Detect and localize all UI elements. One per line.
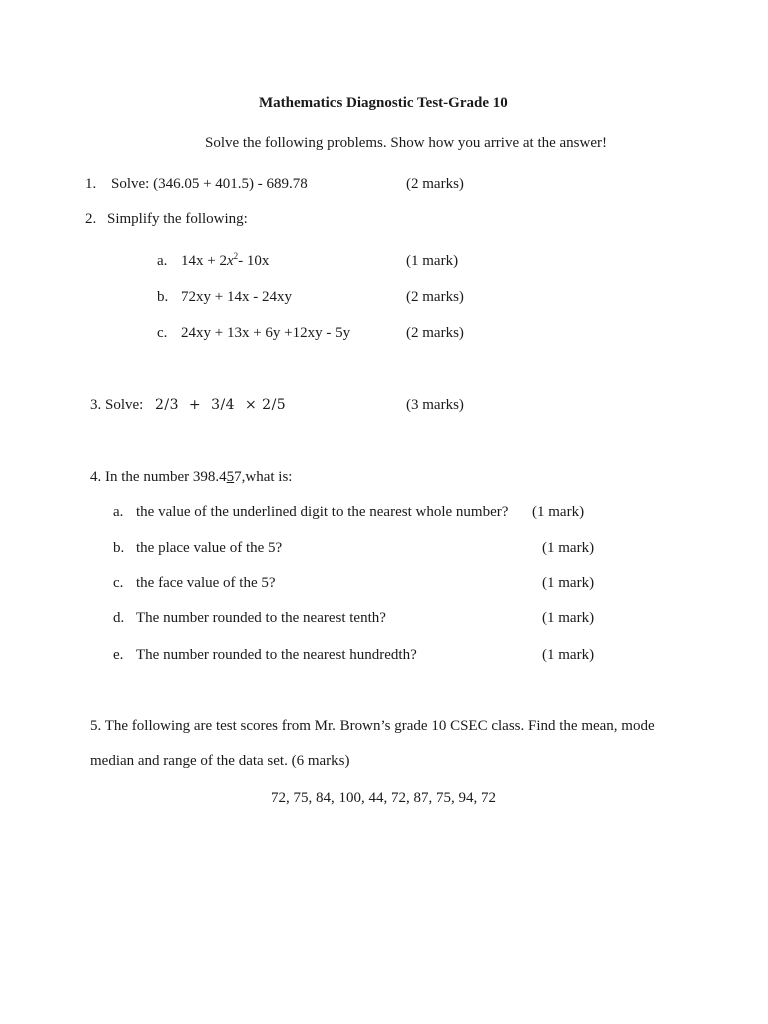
q4e-marks: (1 mark) <box>542 647 595 663</box>
q1-text: Solve: (346.05 + 401.5) - 689.78 <box>111 176 308 192</box>
q4a-marks: (1 mark) <box>532 504 585 520</box>
q4b-letter: b. <box>113 540 125 556</box>
q2a-post: - 10x <box>238 253 270 269</box>
q2c-marks: (2 marks) <box>406 325 464 341</box>
page-title: Mathematics Diagnostic Test-Grade 10 <box>259 95 508 111</box>
q5-data-set: 72, 75, 84, 100, 44, 72, 87, 75, 94, 72 <box>271 790 496 806</box>
q4d-letter: d. <box>113 610 125 626</box>
q2a-expression <box>181 252 269 270</box>
q2a-pre: 14x + 2 <box>181 253 227 269</box>
q4a-letter: a. <box>113 504 124 520</box>
q4c-letter: c. <box>113 575 124 591</box>
q4e-letter: e. <box>113 647 124 663</box>
q3-expression: 2/3 + 3/4 × 2/5 <box>155 397 287 413</box>
q2a-marks: (1 mark) <box>406 253 459 269</box>
q2b-marks: (2 marks) <box>406 289 464 305</box>
q4c-marks: (1 mark) <box>542 575 595 591</box>
q2a-letter: a. <box>157 253 168 269</box>
q4b-text: the place value of the 5? <box>136 540 283 556</box>
q4e-text: The number rounded to the nearest hundredth? <box>136 647 417 663</box>
q2c-letter: c. <box>157 325 168 341</box>
q1-number: 1. <box>85 176 97 192</box>
q4d-marks: (1 mark) <box>542 610 595 626</box>
q4d-text: The number rounded to the nearest tenth? <box>136 610 386 626</box>
instructions: Solve the following problems. Show how you arrive at the answer! <box>205 135 608 151</box>
q4-pre: 4. In the number 398.4 <box>90 469 227 485</box>
q4c-text: the face value of the 5? <box>136 575 276 591</box>
q1-marks: (2 marks) <box>406 176 464 192</box>
q2-text: Simplify the following: <box>107 211 248 227</box>
q4-underlined-digit: 5 <box>226 469 235 485</box>
q2-number: 2. <box>85 211 97 227</box>
q4b-marks: (1 mark) <box>542 540 595 556</box>
q5-line2: median and range of the data set. (6 marks) <box>90 753 350 769</box>
q2a-var: x <box>226 253 234 269</box>
q4-post: 7,what is: <box>234 469 293 485</box>
q2b-letter: b. <box>157 289 169 305</box>
q4a-text: the value of the underlined digit to the nearest whole number? <box>136 504 509 520</box>
q2b-expression: 72xy + 14x - 24xy <box>181 289 292 305</box>
q3-marks: (3 marks) <box>406 397 464 413</box>
q3-label: 3. Solve: <box>90 397 144 413</box>
q4-stem <box>90 468 292 486</box>
q5-line1: 5. The following are test scores from Mr. Brown’s grade 10 CSEC class. Find the mean, mode <box>90 718 655 734</box>
q2c-expression: 24xy + 13x + 6y +12xy - 5y <box>181 325 351 341</box>
q2a-exponent: 2 <box>233 251 239 261</box>
